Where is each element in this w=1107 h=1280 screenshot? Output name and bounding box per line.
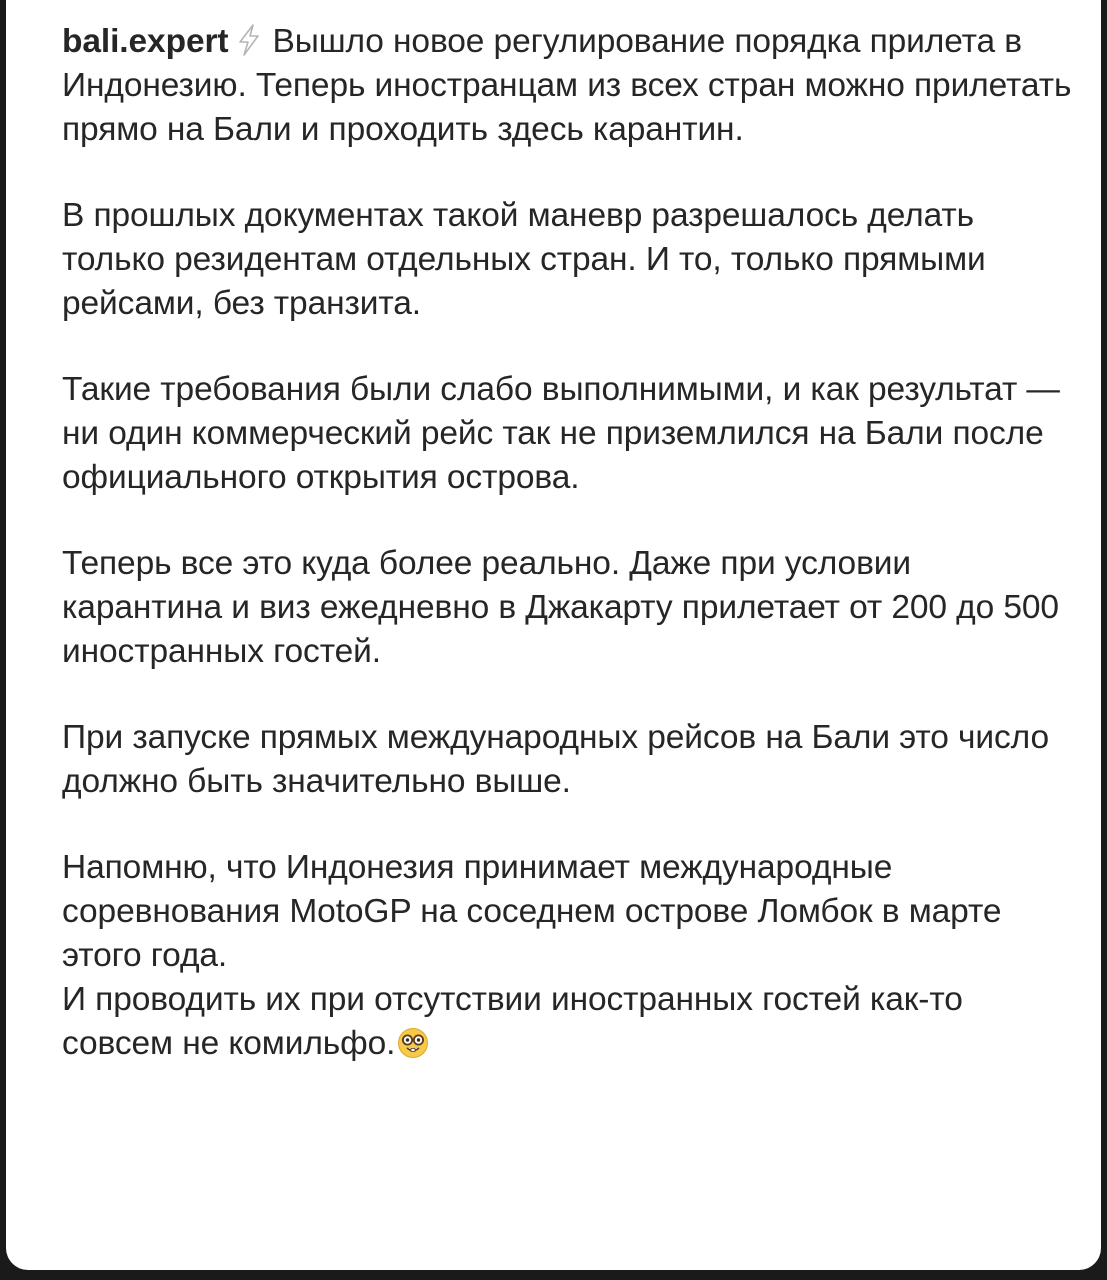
- caption-text-7: И проводить их при отсутствии иностранных гостей как-то совсем не комильфо.: [62, 981, 963, 1062]
- caption-paragraph-5: При запуске прямых международных рейсов на Бали это число должно быть значительно выше.: [62, 719, 1049, 800]
- caption-paragraph-3: Такие требования были слабо выполнимыми, и как результат — ни один коммерческий рейс так не приземлился на Бали после официального открытия острова.: [62, 371, 1060, 496]
- caption-paragraph-1: [62, 20, 1072, 152]
- username-link[interactable]: bali.expert: [62, 23, 229, 60]
- caption-text-1: Вышло новое регулирование порядка прилета в Индонезию. Теперь иностранцам из всех стран можно прилетать прямо на Бали и проходить здесь карантин.: [62, 23, 1072, 148]
- caption-paragraph-6: Напомню, что Индонезия принимает международные соревнования MotoGP на соседнем острове Ломбок в марте этого года.: [62, 849, 1002, 974]
- post-caption: [62, 14, 1072, 1066]
- nerd-face-emoji-icon: [397, 1027, 429, 1059]
- lightning-icon: [236, 24, 262, 56]
- post-caption-card: [6, 0, 1101, 1270]
- caption-paragraph-2: В прошлых документах такой маневр разрешалось делать только резидентам отдельных стран. И то, только прямыми рейсами, без транзита.: [62, 197, 986, 322]
- caption-paragraph-4: Теперь все это куда более реально. Даже при условии карантина и виз ежедневно в Джакарту прилетает от 200 до 500 иностранных гостей.: [62, 545, 1059, 670]
- caption-paragraph-7: [62, 978, 1072, 1066]
